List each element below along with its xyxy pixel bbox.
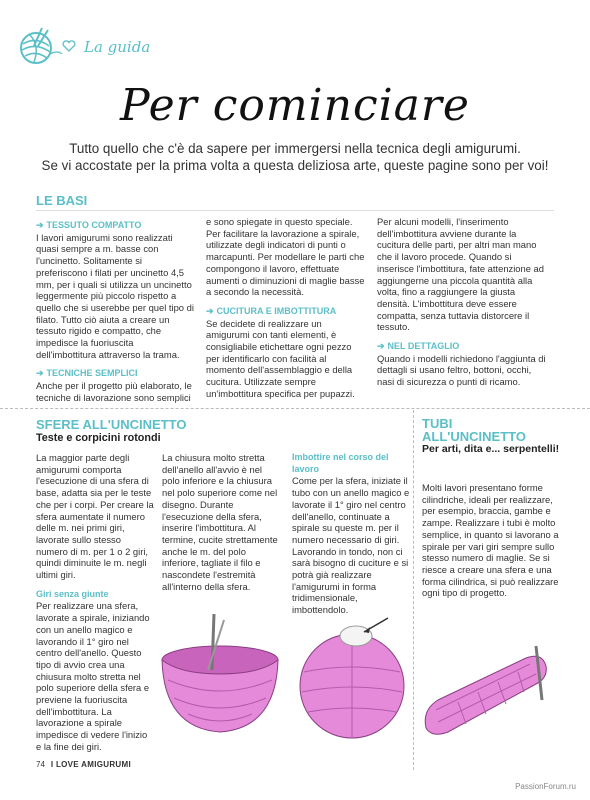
tecniche-heading: ➔ TECNICHE SEMPLICI [36, 368, 138, 379]
le-basi-column-2 [206, 216, 366, 400]
dettaglio-heading: ➔ NEL DETTAGLIO [377, 341, 460, 352]
page-title: Per cominciare [120, 80, 470, 131]
paragraph: e sono spiegate in questo speciale. Per facilitare la lavorazione a spirale, utilizzate degli indicatori di punti o marcapunti. Per modellare le parti che compongono il lavoro, effettuate aumenti o diminuzioni di maglie basse a secondo la necessità. [206, 216, 365, 298]
paragraph: Quando i modelli richiedono l'aggiunta di dettagli si usano feltro, bottoni, occhi, nasi di sicurezza o punti di ricamo. [377, 352, 546, 388]
arrow-icon: ➔ [36, 220, 44, 230]
paragraph: Anche per il progetto più elaborato, le tecniche di lavorazione sono semplici [36, 380, 192, 403]
paragraph: Per alcuni modelli, l'inserimento dell'imbottitura avviene durante la cucitura delle parti, per altri man mano che il lavoro procede. Quando si inserisce l'imbottitura, fate attenzione ad aggiungerne una piccola quantità alla volta, fino a raggiungere la giusta densità. L'imbottitura deve essere compatta, senza tuttavia distorcere il tessuto. [377, 216, 544, 333]
column-divider [413, 410, 414, 770]
intro-line-1: Tutto quello che c'è da sapere per immergersi nella tecnica degli amigurumi. [69, 141, 521, 156]
section-divider [0, 408, 590, 409]
heart-icon [62, 40, 76, 52]
paragraph: I lavori amigurumi sono realizzati quasi sempre a m. basse con l'uncinetto. Solitamente si preferiscono i filati per uncinetto 4,5 mm, per i quali si utilizza un uncinetto leggermente più piccolo rispetto a quello che si userebbe per quel tipo di filato. Tutto ciò aiuta a creare un tessuto rigido e compatto, che impedisce la fuoriuscita dell'imbottitura attraverso la trama. [36, 231, 194, 360]
magazine-name: I LOVE AMIGURUMI [50, 760, 131, 769]
intro [40, 140, 550, 174]
crochet-sphere-illustration [296, 612, 408, 742]
tubi-subheading: Per arti, dita e... serpentelli! [422, 443, 560, 455]
paragraph: Per realizzare una sfera, lavorate a spirale, iniziando con un anello magico e lavorando il 1° giro nel centro dell'anello. Questo tipo di avvio crea una chiusura molto stretta nel polo superiore della sfera e previene la fuoriuscita dell'imbottitura. La lavorazione a spirale impedisce di vedere l'inizio e la fine dei giri. [36, 600, 150, 752]
watermark: PassionForum.ru [515, 782, 576, 791]
crochet-tube-illustration [418, 640, 568, 740]
footer [36, 760, 131, 769]
cucitura-heading: ➔ CUCITURA E IMBOTTITURA [206, 305, 337, 316]
tubi-heading: TUBI ALL'UNCINETTO [422, 416, 526, 444]
sfere-column-2 [162, 452, 282, 592]
le-basi-column-1 [36, 216, 196, 404]
yarn-ball-icon [14, 24, 64, 68]
paragraph: Molti lavori presentano forme cilindriche, ideali per realizzare, per esempio, braccia, gambe e zampe. Realizzare i tubi è molto semplice, in quanto si lavorano a spirale per vari giri sempre sullo stesso numero di maglie. Se si riesce a creare una sfera e una forma cilindrica, si può realizzare ogni tipo di progetto. [422, 482, 559, 599]
paragraph: Se decidete di realizzare un amigurumi con tanti elementi, è consigliabile etichettare ogni pezzo per identificarlo con facilità al momento dell'assemblaggio e della cucitura. Utilizzate sempre un'imbottitura specifica per pupazzi. [206, 317, 355, 399]
sfere-subheading: Teste e corpicini rotondi [36, 432, 161, 444]
paragraph: Come per la sfera, iniziate il tubo con un anello magico e lavorate il 1° giro nel centro dell'anello, continuate a spirale su queste m. per il numero necessario di giri. Lavorando in tondo, non ci sarà bisogno di cuciture e si potrà già realizzare l'amigurumi in forma tridimensionale, imbottendolo. [292, 475, 410, 616]
divider [36, 210, 554, 211]
tubi-column [422, 482, 560, 599]
page-number: 74 [36, 760, 45, 769]
tessuto-heading: ➔ TESSUTO COMPATTO [36, 220, 142, 230]
crochet-bowl-illustration [150, 610, 290, 740]
intro-line-2: Se vi accostate per la prima volta a questa deliziosa arte, queste pagine sono per voi! [41, 158, 549, 173]
paragraph: La chiusura molto stretta dell'anello all'avvio è nel polo inferiore e la chiusura nel polo superiore come nel disegno. Durante l'esecuzione della sfera, inserire l'imbottitura. Al termine, cucite strettamente anche le m. del polo inferiore, tagliate il filo e nascondete l'estremità all'interno della sfera. [162, 452, 278, 592]
imbottire-heading: Imbottire nel corso del lavoro [292, 452, 389, 474]
paragraph: La maggior parte degli amigurumi comporta l'esecuzione di una sfera di base, adatta sia per le teste che per i corpi. Per creare la sfera aumentate il numero delle m. nei primi giri, lavorate sullo stesso numero di m. per 1 o 2 giri, quindi diminuite le m. negli ultimi giri. [36, 452, 154, 581]
le-basi-column-3 [377, 216, 547, 388]
giri-heading: Giri senza giunte [36, 588, 109, 599]
arrow-icon: ➔ [36, 368, 44, 379]
arrow-icon: ➔ [206, 305, 214, 316]
le-basi-heading: LE BASI [36, 193, 88, 208]
sfere-column-3 [292, 452, 410, 616]
sfere-heading: SFERE ALL'UNCINETTO [36, 417, 187, 432]
sfere-column-1 [36, 452, 154, 753]
arrow-icon: ➔ [377, 341, 385, 352]
guide-label: La guida [84, 38, 151, 56]
